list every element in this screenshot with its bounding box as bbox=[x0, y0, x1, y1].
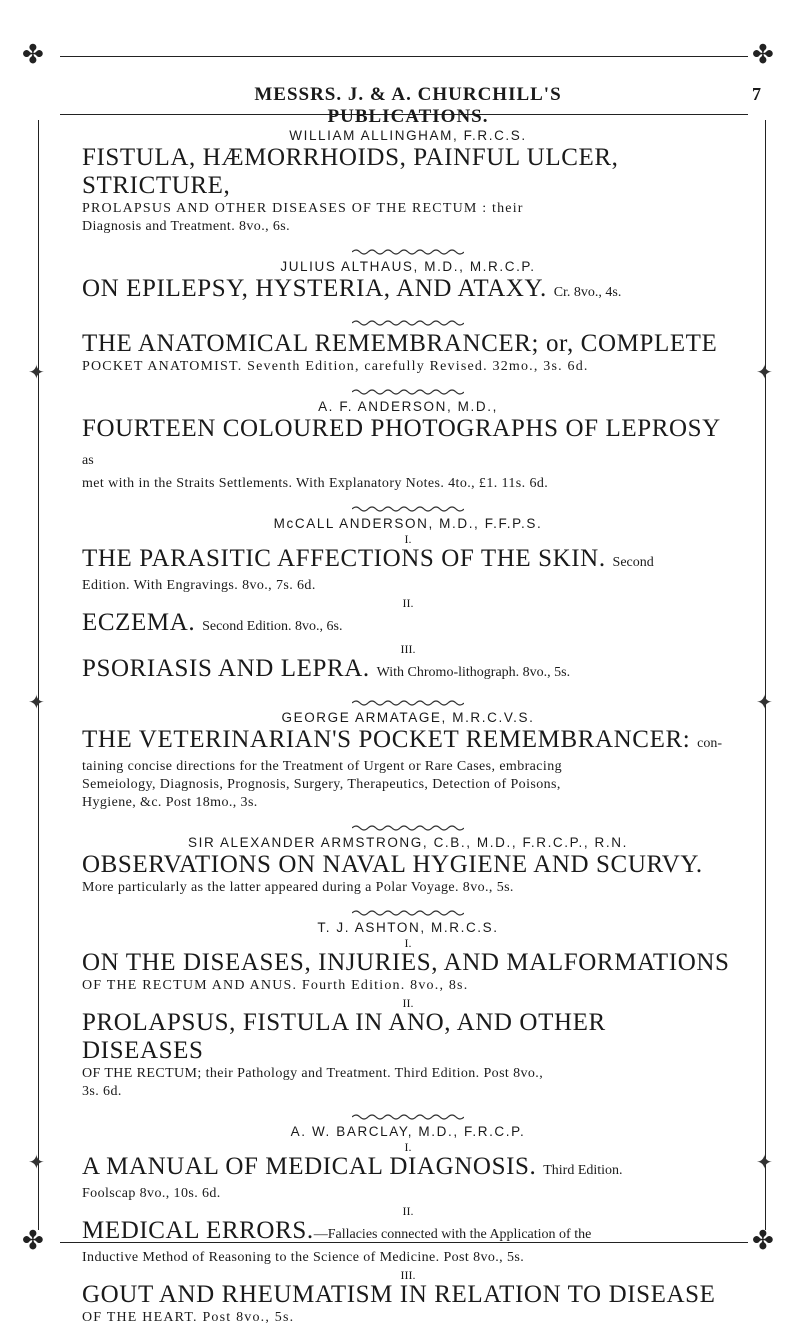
book-title-text: THE VETERINARIAN'S POCKET REMEMBRANCER: bbox=[82, 726, 691, 753]
wavy-divider bbox=[352, 248, 464, 256]
side-ornament-right-top: ✦ bbox=[756, 360, 773, 384]
wavy-divider bbox=[352, 824, 464, 832]
side-ornament-right-mid: ✦ bbox=[756, 690, 773, 714]
book-title-tail: Third Edition. bbox=[543, 1163, 623, 1178]
side-ornament-left-bottom: ✦ bbox=[28, 1150, 45, 1174]
volume-numeral: III. bbox=[400, 642, 416, 656]
author-name: A. F. ANDERSON, M.D., bbox=[318, 399, 498, 414]
book-title bbox=[82, 415, 734, 475]
author-name: A. W. BARCLAY, M.D., F.R.C.P. bbox=[290, 1124, 526, 1139]
book-title-text: FOURTEEN COLOURED PHOTOGRAPHS OF LEPROSY bbox=[82, 415, 720, 442]
top-border-rule bbox=[60, 56, 748, 57]
book-details: OF THE RECTUM AND ANUS. Fourth Edition. 8vo., 8s. bbox=[82, 978, 469, 993]
book-title bbox=[82, 545, 734, 577]
entry-ashton bbox=[82, 920, 734, 1101]
book-details: Foolscap 8vo., 10s. 6d. bbox=[82, 1186, 221, 1201]
book-title bbox=[82, 1153, 734, 1185]
book-title-text: ECZEMA. bbox=[82, 609, 196, 636]
wavy-divider bbox=[352, 699, 464, 707]
book-details: POCKET ANATOMIST. Seventh Edition, carefully Revised. 32mo., 3s. 6d. bbox=[82, 359, 589, 374]
volume-numeral: II. bbox=[402, 596, 414, 610]
side-ornament-left-top: ✦ bbox=[28, 360, 45, 384]
publication-list bbox=[82, 128, 734, 1335]
book-details: Hygiene, &c. Post 18mo., 3s. bbox=[82, 795, 258, 810]
volume-numeral: I. bbox=[404, 1140, 412, 1154]
entry-barclay bbox=[82, 1124, 734, 1327]
wavy-divider bbox=[352, 505, 464, 513]
book-subtitle: PROLAPSUS AND OTHER DISEASES OF THE RECTUM : their bbox=[82, 201, 524, 216]
volume-numeral: I. bbox=[404, 936, 412, 950]
book-title bbox=[82, 655, 734, 687]
volume-numeral: III. bbox=[400, 1268, 416, 1282]
book-title bbox=[82, 275, 734, 307]
book-title-text: A MANUAL OF MEDICAL DIAGNOSIS. bbox=[82, 1153, 537, 1180]
entry-armatage bbox=[82, 710, 734, 812]
book-title: ON THE DISEASES, INJURIES, AND MALFORMATIONS bbox=[82, 949, 730, 976]
book-title-details: With Chromo-lithograph. 8vo., 5s. bbox=[376, 665, 571, 680]
volume-numeral: II. bbox=[402, 1204, 414, 1218]
book-details: Semeiology, Diagnosis, Prognosis, Surgery, Therapeutics, Detection of Poisons, bbox=[82, 777, 561, 792]
entry-allingham bbox=[82, 128, 734, 236]
author-name: T. J. ASHTON, M.R.C.S. bbox=[317, 920, 499, 935]
wavy-divider bbox=[352, 388, 464, 396]
book-details: met with in the Straits Settlements. With Explanatory Notes. 4to., £1. 11s. 6d. bbox=[82, 476, 549, 491]
corner-ornament-top-right: ✤ bbox=[752, 40, 774, 70]
running-head: MESSRS. J. & A. CHURCHILL'S PUBLICATIONS. bbox=[254, 84, 562, 127]
entry-armstrong bbox=[82, 835, 734, 897]
book-title-tail: Second bbox=[612, 555, 654, 570]
book-details: 3s. 6d. bbox=[82, 1084, 122, 1099]
entry-af-anderson bbox=[82, 399, 734, 493]
book-details: Inductive Method of Reasoning to the Science of Medicine. Post 8vo., 5s. bbox=[82, 1250, 525, 1265]
book-title bbox=[82, 726, 734, 758]
book-title-tail: con- bbox=[697, 736, 723, 751]
page-number: 7 bbox=[752, 84, 761, 104]
wavy-divider bbox=[352, 1113, 464, 1121]
author-name: McCALL ANDERSON, M.D., F.F.P.S. bbox=[273, 516, 543, 531]
entry-mccall-anderson bbox=[82, 516, 734, 687]
book-title-text: PSORIASIS AND LEPRA. bbox=[82, 655, 370, 682]
book-title-tail: —Fallacies connected with the Application of the bbox=[313, 1227, 592, 1242]
right-border-rule bbox=[765, 120, 766, 1230]
author-name: SIR ALEXANDER ARMSTRONG, C.B., M.D., F.R.C.P., R.N. bbox=[188, 835, 628, 850]
author-name: WILLIAM ALLINGHAM, F.R.C.S. bbox=[289, 128, 527, 143]
book-details: Edition. With Engravings. 8vo., 7s. 6d. bbox=[82, 578, 316, 593]
author-name: JULIUS ALTHAUS, M.D., M.R.C.P. bbox=[280, 259, 536, 274]
book-title-text: THE PARASITIC AFFECTIONS OF THE SKIN. bbox=[82, 545, 606, 572]
left-border-rule bbox=[38, 120, 39, 1230]
wavy-divider bbox=[352, 319, 464, 327]
volume-numeral: I. bbox=[404, 532, 412, 546]
author-name: GEORGE ARMATAGE, M.R.C.V.S. bbox=[281, 710, 535, 725]
corner-ornament-top-left: ✤ bbox=[22, 40, 44, 70]
corner-ornament-bottom-left: ✤ bbox=[22, 1226, 44, 1256]
book-title bbox=[82, 609, 734, 641]
side-ornament-right-bottom: ✦ bbox=[756, 1150, 773, 1174]
wavy-divider bbox=[352, 909, 464, 917]
book-title-details: Cr. 8vo., 4s. bbox=[553, 285, 622, 300]
book-details: More particularly as the latter appeared during a Polar Voyage. 8vo., 5s. bbox=[82, 880, 514, 895]
book-details: Diagnosis and Treatment. 8vo., 6s. bbox=[82, 219, 291, 234]
book-title-text: MEDICAL ERRORS. bbox=[82, 1217, 314, 1244]
book-title-tail: as bbox=[82, 453, 94, 468]
book-title-text: ON EPILEPSY, HYSTERIA, AND ATAXY. bbox=[82, 275, 547, 302]
side-ornament-left-mid: ✦ bbox=[28, 690, 45, 714]
book-details: OF THE HEART. Post 8vo., 5s. bbox=[82, 1310, 295, 1325]
entry-anatomical-remembrancer bbox=[82, 330, 734, 376]
book-title bbox=[82, 1217, 734, 1249]
book-title: FISTULA, HÆMORRHOIDS, PAINFUL ULCER, STRICTURE, bbox=[82, 144, 619, 199]
volume-numeral: II. bbox=[402, 996, 414, 1010]
entry-althaus bbox=[82, 259, 734, 307]
book-title: GOUT AND RHEUMATISM IN RELATION TO DISEASE bbox=[82, 1281, 716, 1308]
book-details: OF THE RECTUM; their Pathology and Treatment. Third Edition. Post 8vo., bbox=[82, 1066, 544, 1081]
book-title: PROLAPSUS, FISTULA IN ANO, AND OTHER DISEASES bbox=[82, 1009, 606, 1064]
book-title-details: Second Edition. 8vo., 6s. bbox=[202, 619, 343, 634]
book-title: OBSERVATIONS ON NAVAL HYGIENE AND SCURVY. bbox=[82, 851, 703, 878]
corner-ornament-bottom-right: ✤ bbox=[752, 1226, 774, 1256]
book-details: taining concise directions for the Treatment of Urgent or Rare Cases, embracing bbox=[82, 759, 562, 774]
book-title: THE ANATOMICAL REMEMBRANCER; or, COMPLETE bbox=[82, 330, 718, 357]
